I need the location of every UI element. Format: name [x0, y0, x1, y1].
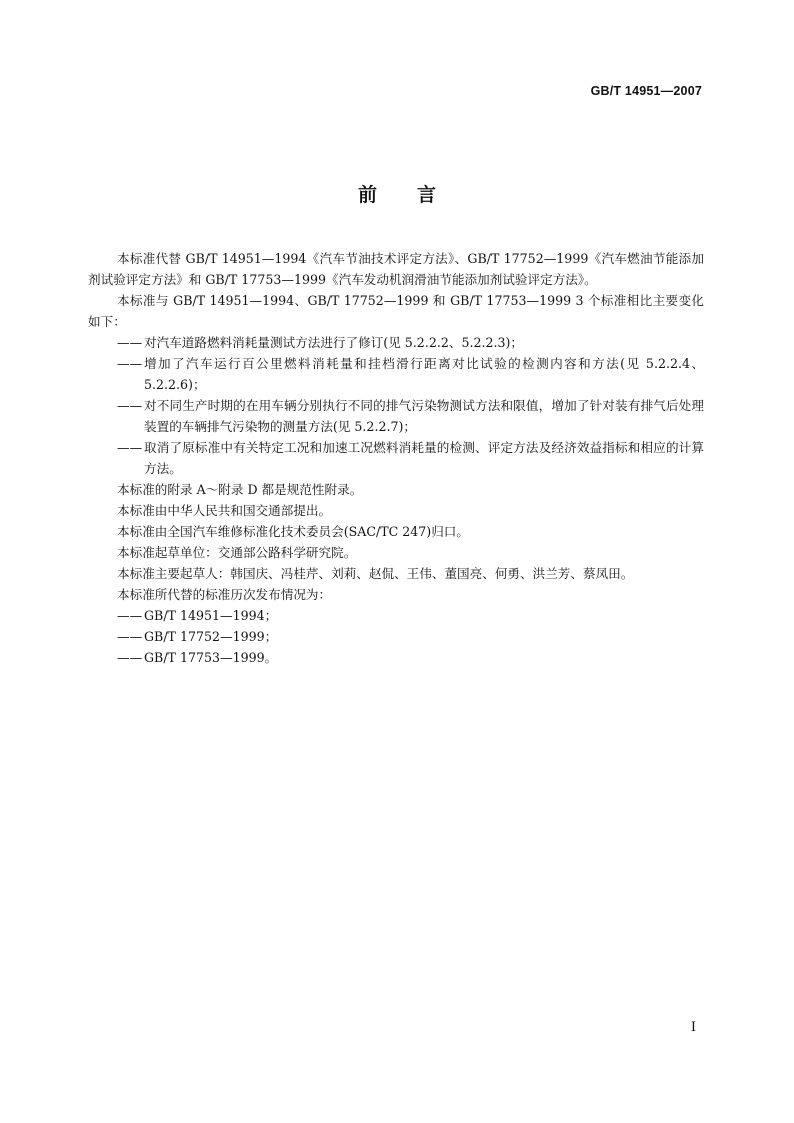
intro-paragraph-2: 本标准与 GB/T 14951—1994、GB/T 17752—1999 和 GB/T 17753—1999 3 个标准相比主要变化如下：: [88, 293, 704, 329]
dash-marker: ——: [117, 356, 143, 371]
history-item: [88, 626, 704, 647]
change-item: [88, 332, 704, 353]
intro-paragraph-1: 本标准代替 GB/T 14951—1994《汽车节油技术评定方法》、GB/T 17752—1999《汽车燃油节能添加剂试验评定方法》和 GB/T 17753—1999《汽车发动机润滑油节能添加剂试验评定方法》。: [88, 251, 704, 287]
change-item-text: 对不同生产时期的在用车辆分别执行不同的排气污染物测试方法和限值，增加了针对装有排气后处理装置的车辆排气污染物的测量方法(见 5.2.2.7)；: [144, 398, 704, 434]
dash-marker: ——: [117, 440, 143, 455]
history-item: [88, 605, 704, 626]
change-item-text: 取消了原标准中有关特定工况和加速工况燃料消耗量的检测、评定方法及经济效益指标和相应的计算方法。: [144, 440, 704, 476]
change-item: [88, 395, 704, 437]
change-item: [88, 353, 704, 395]
dash-marker: ——: [117, 608, 143, 623]
drafting-unit: 本标准起草单位：交通部公路科学研究院。: [117, 545, 357, 560]
dash-marker: ——: [117, 398, 143, 413]
page-number: I: [690, 1020, 696, 1035]
proposed-by: 本标准由中华人民共和国交通部提出。: [117, 503, 332, 518]
history-item-text: GB/T 17752—1999；: [144, 629, 278, 644]
change-item: [88, 437, 704, 479]
dash-marker: ——: [117, 650, 143, 665]
change-item-text: 对汽车道路燃料消耗量测试方法进行了修订(见 5.2.2.2、5.2.2.3)；: [144, 335, 524, 350]
change-item-text: 增加了汽车运行百公里燃料消耗量和挂档滑行距离对比试验的检测内容和方法(见 5.2.2.4、5.2.2.6)；: [144, 356, 704, 392]
history-item-text: GB/T 14951—1994；: [144, 608, 278, 623]
appendix-note: 本标准的附录 A～附录 D 都是规范性附录。: [117, 482, 363, 497]
history-item-text: GB/T 17753—1999。: [144, 650, 278, 665]
page-title: 前言: [357, 184, 476, 206]
standard-number: GB/T 14951—2007: [590, 84, 702, 98]
drafters: 本标准主要起草人：韩国庆、冯桂芹、刘莉、赵侃、王伟、董国亮、何勇、洪兰芳、蔡凤田。: [117, 566, 634, 581]
dash-marker: ——: [117, 335, 143, 350]
managed-by: 本标准由全国汽车维修标准化技术委员会(SAC/TC 247)归口。: [117, 524, 469, 539]
foreword-body: [88, 248, 704, 668]
dash-marker: ——: [117, 629, 143, 644]
history-intro: 本标准所代替的标准历次发布情况为：: [117, 587, 332, 602]
history-item: [88, 647, 704, 668]
